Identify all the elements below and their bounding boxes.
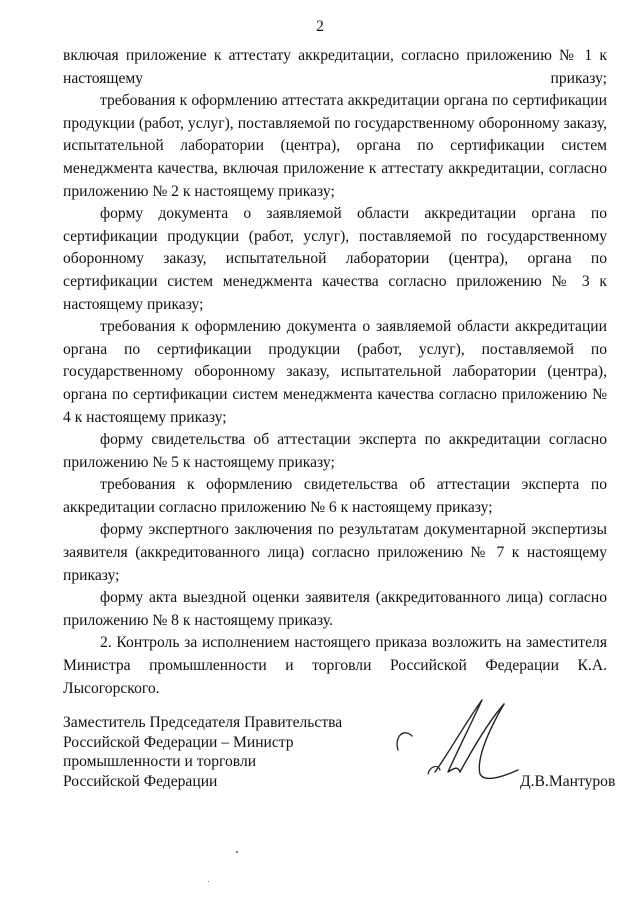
signatory-title-line: Российской Федерации – Министр bbox=[63, 733, 294, 751]
paragraph-3: форму документа о заявляемой области аккредитации органа по сертификации продукции (работ, услуг), поставляемой по государственному оборонному заказу, испытательной лаборатории (центра), органа по сертификации систем менеджмента качества согласно приложению № 3 к настоящему приказу; bbox=[63, 205, 607, 313]
paragraph-4: требования к оформлению документа о заявляемой области аккредитации органа по сертификации продукции (работ, услуг), поставляемой по государственному оборонному заказу, испытательной лаборатории (центра), органа по сертификации систем менеджмента качества согласно приложению № 4 к настоящему приказу; bbox=[63, 318, 607, 426]
paragraph-5: форму свидетельства об аттестации эксперта по аккредитации согласно приложению № 5 к настоящему приказу; bbox=[63, 431, 607, 471]
paragraph-9-control-clause: 2. Контроль за исполнением настоящего приказа возложить на заместителя Министра промышленности и торговли Российской Федерации К.А. Лысогорского. bbox=[63, 634, 607, 697]
page-number: 2 bbox=[316, 18, 324, 35]
paragraph-1: включая приложение к аттестату аккредитации, согласно приложению № 1 к настоящему приказу; bbox=[63, 47, 607, 87]
handwritten-signature bbox=[390, 688, 530, 788]
signatory-title-line: Российской Федерации bbox=[63, 772, 218, 790]
paragraph-2: требования к оформлению аттестата аккредитации органа по сертификации продукции (работ, услуг), поставляемой по государственному оборонному заказу, испытательной лаборатории (центра), органа по сертификации систем менеджмента качества, включая приложение к аттестату аккредитации, согласно приложению № 2 к настоящему приказу; bbox=[63, 92, 607, 200]
signatory-title-line: Заместитель Председателя Правительства bbox=[63, 714, 343, 731]
paragraph-7: форму экспертного заключения по результатам документарной экспертизы заявителя (аккредитованного лица) согласно приложению № 7 к настоящему приказу; bbox=[63, 521, 607, 584]
signatory-name: Д.В.Мантуров bbox=[520, 773, 616, 790]
scan-speck bbox=[208, 881, 209, 882]
scan-speck bbox=[236, 851, 238, 853]
signatory-title-line: промышленности и торговли bbox=[63, 753, 257, 771]
document-body bbox=[63, 45, 607, 700]
paragraph-6: требования к оформлению свидетельства об аттестации эксперта по аккредитации согласно приложению № 6 к настоящему приказу; bbox=[63, 476, 607, 516]
signatory-title bbox=[63, 713, 363, 791]
paragraph-8: форму акта выездной оценки заявителя (аккредитованного лица) согласно приложению № 8 к настоящему приказу. bbox=[63, 589, 607, 629]
